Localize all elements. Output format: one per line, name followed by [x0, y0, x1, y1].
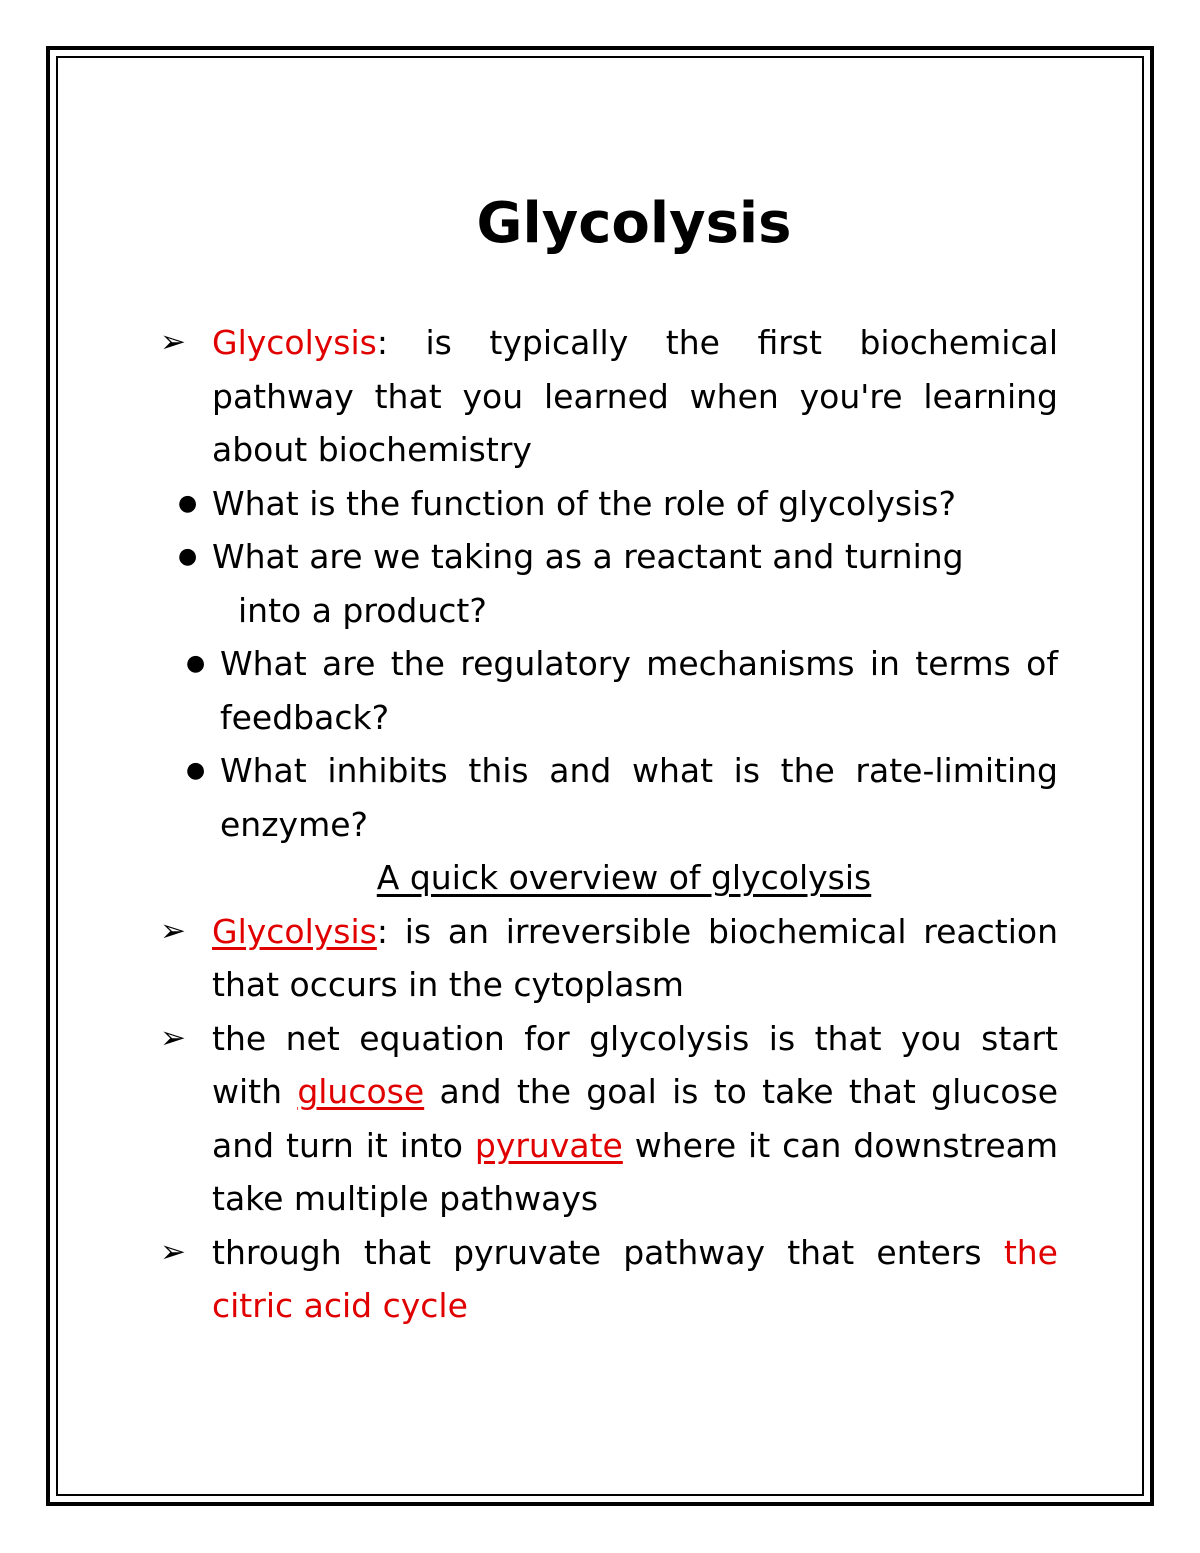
- overview-term: Glycolysis: [212, 911, 377, 951]
- intro-term: Glycolysis: [212, 323, 377, 362]
- overview-item: [160, 1012, 1058, 1226]
- arrow-bullet-icon: ➢: [160, 912, 186, 949]
- overview-text: where it can downstream take multiple pathways: [212, 1125, 1058, 1218]
- bullet-icon: ●: [178, 490, 198, 516]
- overview-item: [160, 905, 1058, 1012]
- citric-acid-cycle-term: the citric acid cycle: [212, 1232, 1058, 1325]
- question-item: [160, 477, 1058, 531]
- page-title: Glycolysis: [476, 191, 792, 256]
- question-text: What are the regulatory mechanisms in terms of feedback?: [220, 644, 1058, 737]
- intro-text: : is typically the first biochemical pathway that you learned when you're learning about biochemistry: [212, 323, 1058, 469]
- overview-text: and the goal is to take that glucose and turn it into: [212, 1072, 1058, 1165]
- arrow-bullet-icon: ➢: [160, 1019, 186, 1056]
- question-item: [160, 744, 1058, 851]
- overview-text: : is an irreversible biochemical reaction that occurs in the cytoplasm: [212, 911, 1058, 1004]
- question-item: [160, 637, 1058, 744]
- intro-item: [160, 316, 1058, 477]
- overview-item: [160, 1226, 1058, 1333]
- overview-text: through that pyruvate pathway that enters: [212, 1232, 1004, 1272]
- bullet-icon: ●: [186, 651, 206, 676]
- question-text: What is the function of the role of glycolysis?: [212, 483, 956, 523]
- section-subheading: A quick overview of glycolysis: [376, 858, 872, 897]
- question-text: What are we taking as a reactant and turning: [212, 537, 964, 576]
- question-text: What inhibits this and what is the rate-limiting enzyme?: [220, 751, 1058, 844]
- glucose-term: glucose: [297, 1072, 425, 1111]
- question-text-continued: into a product?: [238, 590, 487, 630]
- arrow-bullet-icon: ➢: [160, 324, 186, 360]
- document-body: [160, 316, 1058, 1333]
- question-item: [160, 530, 1058, 637]
- arrow-bullet-icon: ➢: [160, 1233, 186, 1270]
- pyruvate-term: pyruvate: [474, 1125, 623, 1165]
- overview-text: the net equation for glycolysis is that you start with: [212, 1018, 1058, 1111]
- bullet-icon: ●: [186, 758, 206, 783]
- bullet-icon: ●: [178, 544, 198, 569]
